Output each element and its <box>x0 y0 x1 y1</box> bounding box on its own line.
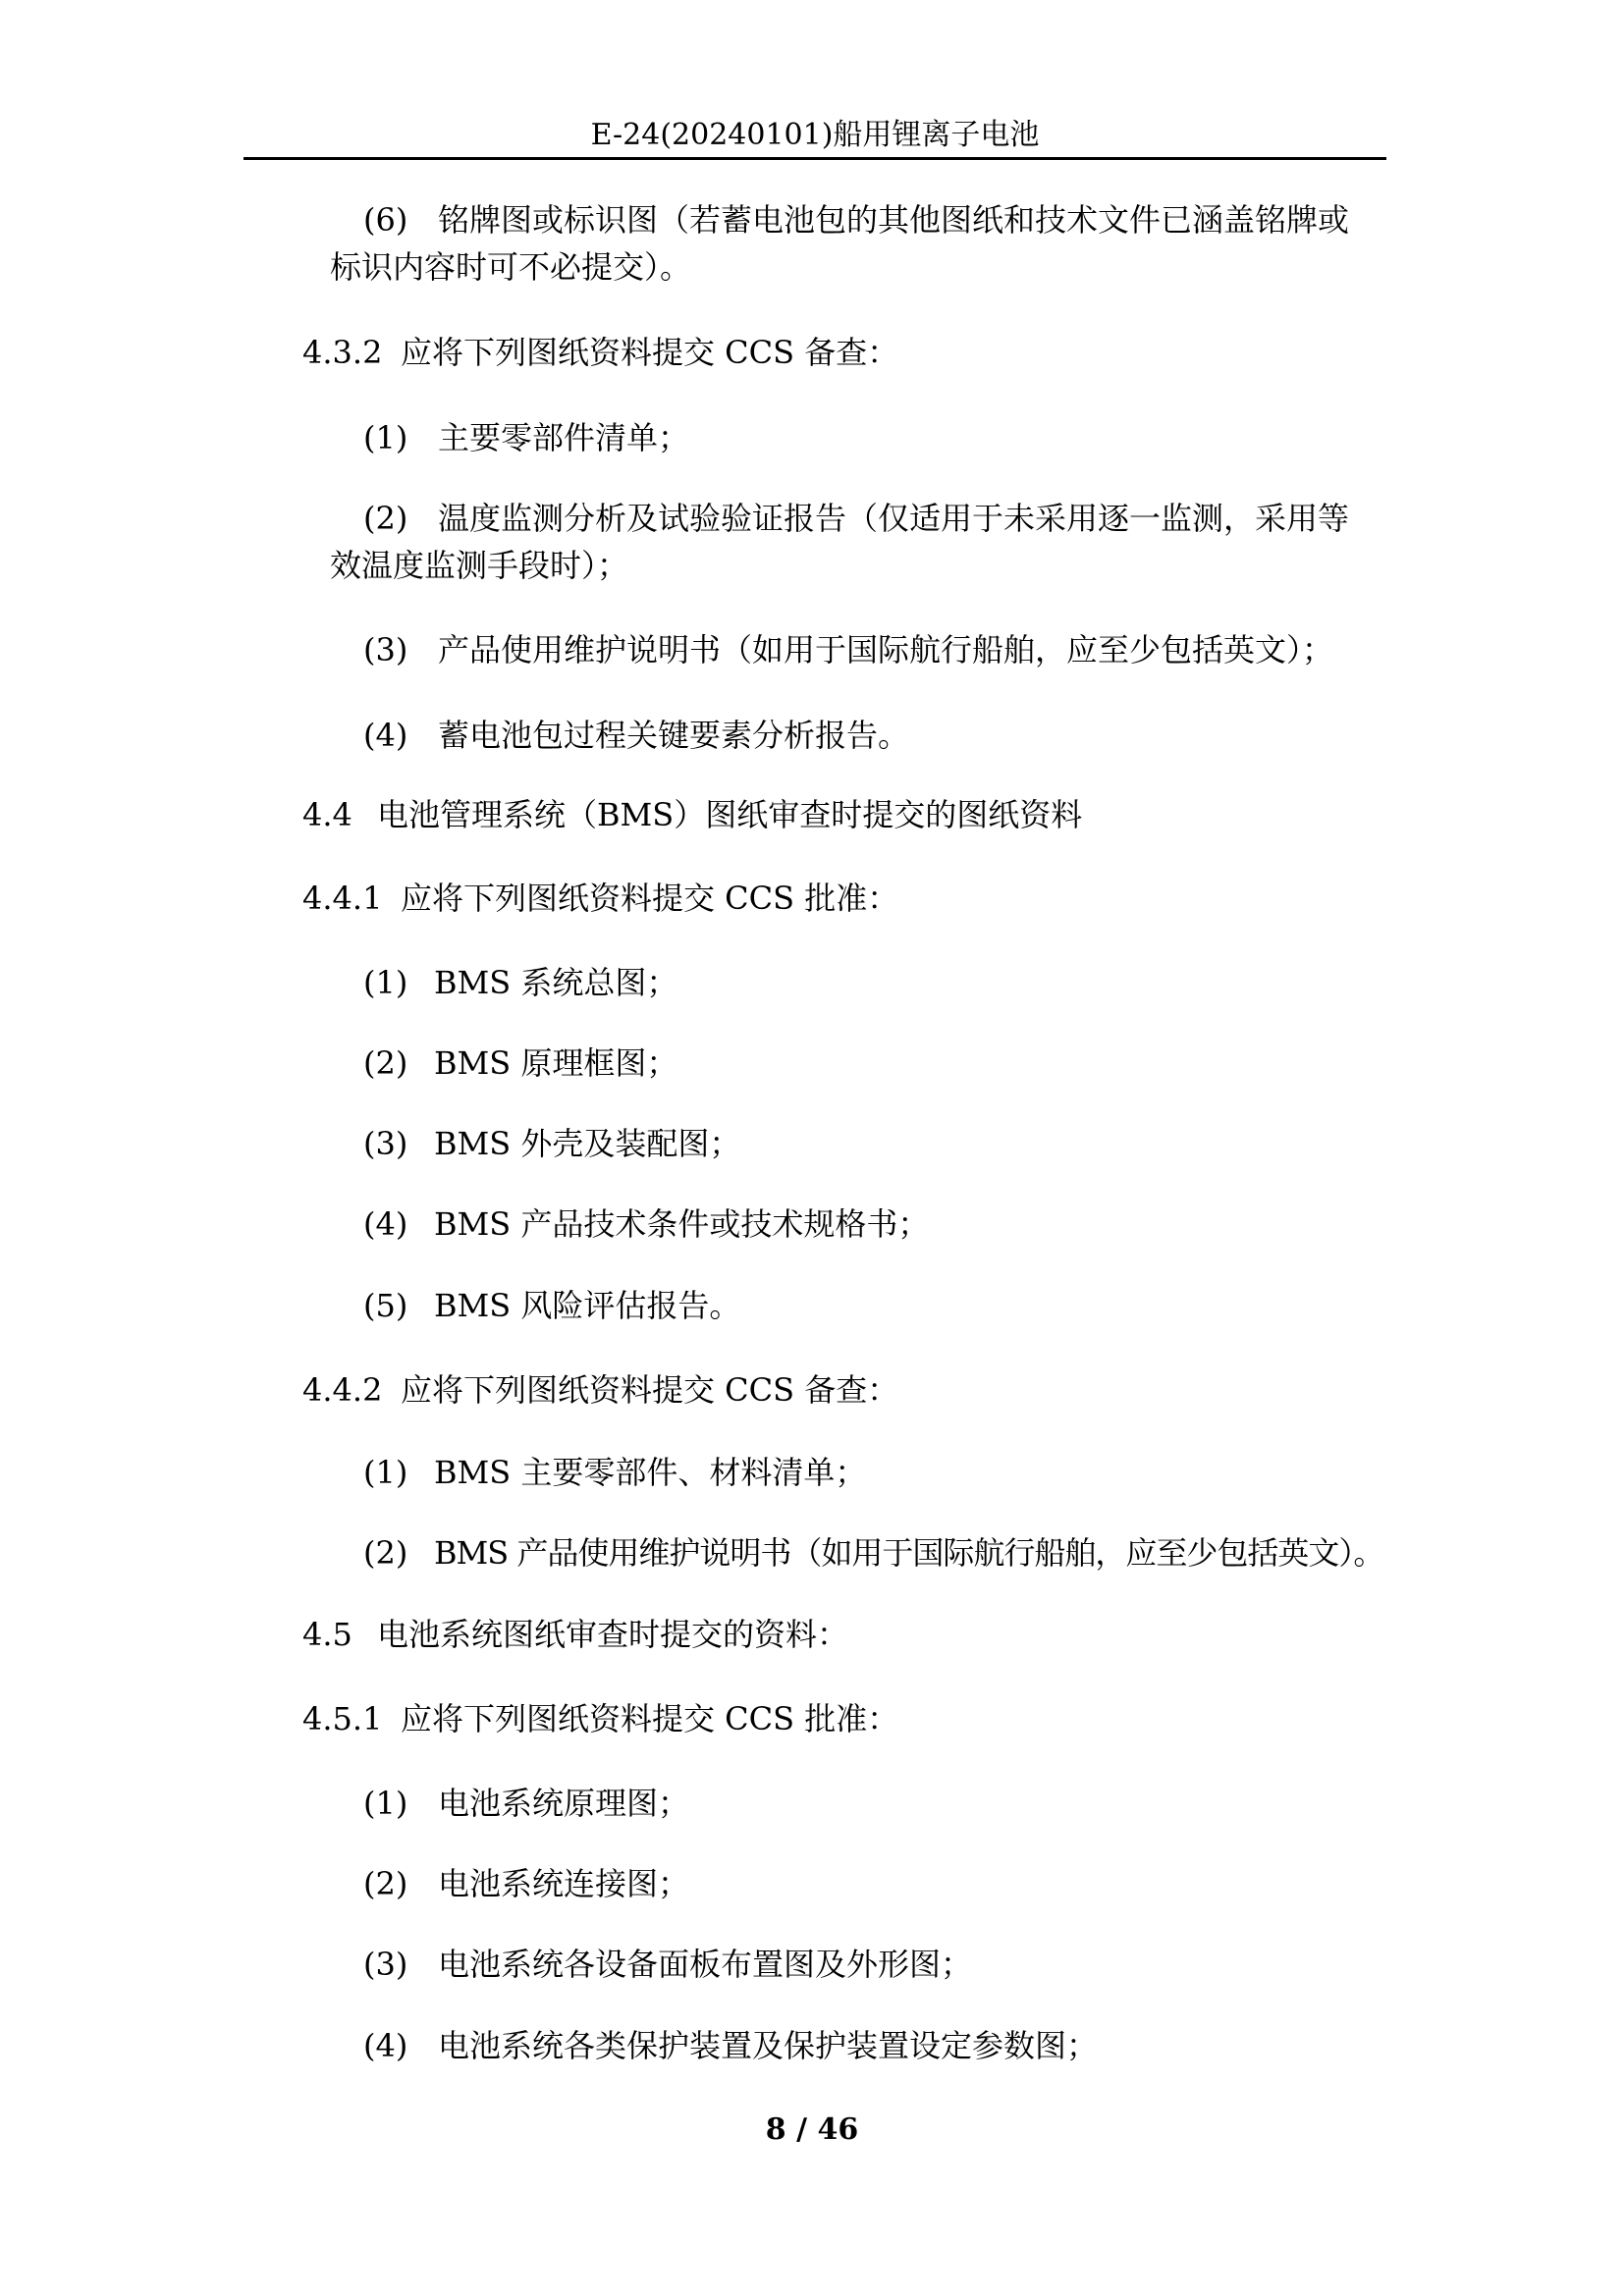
section-text: 应将下列图纸资料提交 CCS 批准： <box>401 1700 899 1737</box>
list-item <box>363 1284 740 1327</box>
list-item <box>363 1943 972 1986</box>
section-heading <box>302 793 1082 836</box>
section-number: 4.5.1 <box>302 1700 383 1737</box>
section-number: 4.4.1 <box>302 880 383 917</box>
list-number: (3) <box>363 631 408 668</box>
list-text: 主要零部件清单； <box>438 419 690 456</box>
list-item <box>363 1782 689 1825</box>
section-heading <box>302 1368 898 1412</box>
page-header-title: E-24(20240101)船用锂离子电池 <box>590 118 1040 152</box>
list-item-continuation: 效温度监测手段时）； <box>330 547 629 584</box>
list-item <box>363 1451 866 1494</box>
list-item <box>363 1041 677 1085</box>
section-heading <box>302 1697 898 1740</box>
section-text: 应将下列图纸资料提交 CCS 批准： <box>401 880 899 917</box>
list-item <box>363 416 689 459</box>
list-text: BMS 系统总图； <box>434 964 678 1001</box>
list-text: 铭牌图或标识图（若蓄电池包的其他图纸和技术文件已涵盖铭牌或 <box>438 201 1350 239</box>
list-text: 电池系统各类保护装置及保护装置设定参数图； <box>438 2027 1099 2064</box>
list-item <box>363 1531 1383 1575</box>
list-item <box>363 628 1333 671</box>
list-number: (2) <box>363 1534 408 1572</box>
list-text: BMS 产品技术条件或技术规格书； <box>434 1205 930 1243</box>
list-text: BMS 主要零部件、材料清单； <box>434 1454 867 1491</box>
list-text: BMS 产品使用维护说明书（如用于国际航行船舶，应至少包括英文）。 <box>434 1534 1384 1572</box>
section-number: 4.4 <box>302 796 352 833</box>
list-text: 蓄电池包过程关键要素分析报告。 <box>438 717 910 754</box>
section-heading <box>302 1613 848 1656</box>
page-number: 8 / 46 <box>765 2112 859 2147</box>
list-item <box>363 961 677 1004</box>
section-heading <box>302 877 898 920</box>
list-item <box>363 1202 929 1246</box>
list-number: (5) <box>363 1287 408 1324</box>
list-text: BMS 原理框图； <box>434 1044 678 1082</box>
section-text: 电池管理系统（BMS）图纸审查时提交的图纸资料 <box>377 796 1083 833</box>
header-divider <box>244 157 1386 160</box>
section-heading <box>302 331 898 374</box>
section-number: 4.3.2 <box>302 334 383 371</box>
list-number: (4) <box>363 1205 408 1243</box>
list-item <box>363 198 1349 241</box>
list-number: (2) <box>363 1865 408 1902</box>
list-text: BMS 风险评估报告。 <box>434 1287 741 1324</box>
list-item <box>363 1122 740 1165</box>
list-number: (2) <box>363 1044 408 1082</box>
list-number: (4) <box>363 717 408 754</box>
list-item <box>363 714 909 757</box>
list-number: (2) <box>363 500 408 537</box>
section-number: 4.4.2 <box>302 1371 383 1409</box>
list-number: (4) <box>363 2027 408 2064</box>
list-number: (3) <box>363 1125 408 1162</box>
list-number: (1) <box>363 419 408 456</box>
list-item <box>363 497 1349 540</box>
list-number: (1) <box>363 1454 408 1491</box>
list-item-continuation: 标识内容时可不必提交）。 <box>330 248 692 286</box>
section-text: 电池系统图纸审查时提交的资料： <box>377 1616 849 1653</box>
list-item <box>363 2024 1098 2067</box>
list-number: (1) <box>363 1785 408 1822</box>
list-item <box>363 1862 689 1905</box>
list-number: (6) <box>363 201 408 239</box>
list-text: 电池系统原理图； <box>438 1785 690 1822</box>
list-number: (1) <box>363 964 408 1001</box>
section-number: 4.5 <box>302 1616 352 1653</box>
list-text: BMS 外壳及装配图； <box>434 1125 741 1162</box>
section-text: 应将下列图纸资料提交 CCS 备查： <box>401 334 899 371</box>
section-text: 应将下列图纸资料提交 CCS 备查： <box>401 1371 899 1409</box>
list-text: 电池系统连接图； <box>438 1865 690 1902</box>
list-text: 电池系统各设备面板布置图及外形图； <box>438 1946 973 1983</box>
list-number: (3) <box>363 1946 408 1983</box>
list-text: 温度监测分析及试验验证报告（仅适用于未采用逐一监测，采用等 <box>438 500 1350 537</box>
list-text: 产品使用维护说明书（如用于国际航行船舶，应至少包括英文）； <box>438 631 1334 668</box>
